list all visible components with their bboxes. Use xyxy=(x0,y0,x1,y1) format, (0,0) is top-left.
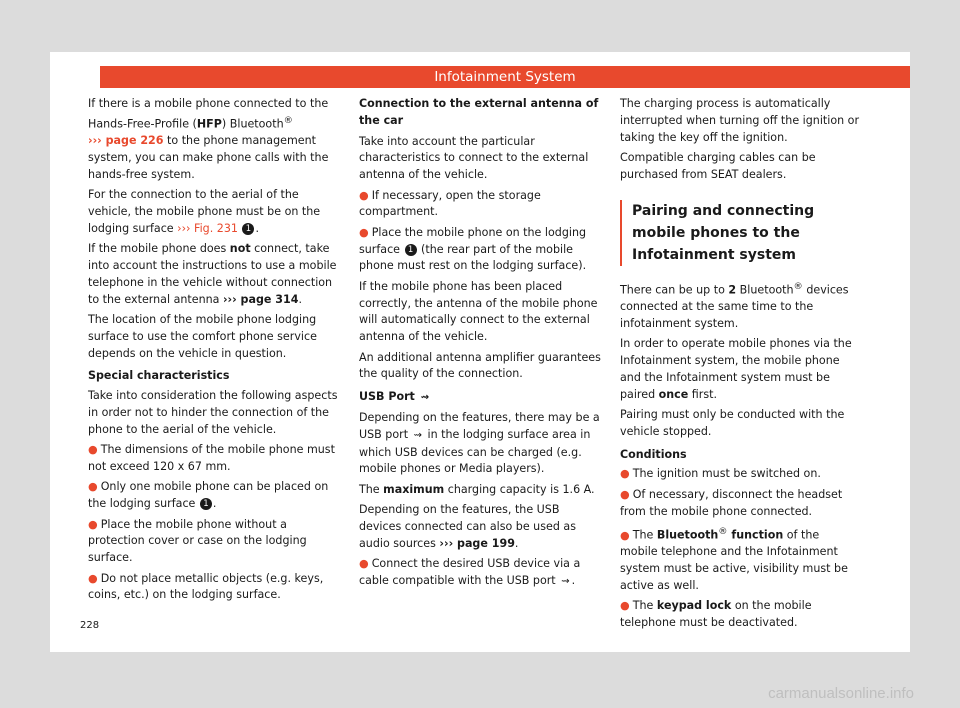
bullet-item: ● The keypad lock on the mobile telephone must be deactivated. xyxy=(620,599,812,630)
figure-link[interactable]: ››› Fig. 231 xyxy=(177,221,238,235)
bullet-icon: ● xyxy=(620,467,630,481)
column-middle xyxy=(359,96,603,594)
paragraph: Take into account the particular characteristics to connect to the external antenna of the vehicle. xyxy=(359,134,589,182)
paragraph: An additional antenna amplifier guarantees the quality of the connection. xyxy=(359,350,601,381)
bullet-icon: ● xyxy=(359,225,369,239)
bullet-item: ● The dimensions of the mobile phone must not exceed 120 x 67 mm. xyxy=(88,443,335,473)
subheading: Conditions xyxy=(620,447,687,461)
bullet-icon: ● xyxy=(359,557,369,571)
paragraph: The charging process is automatically interrupted when turning off the ignition or taking the key off the ignition. xyxy=(620,97,860,144)
callout-number: 1 xyxy=(242,223,254,235)
page-header xyxy=(100,66,910,88)
bullet-icon: ● xyxy=(88,517,98,531)
paragraph: The maximum charging capacity is 1.6 A. xyxy=(359,482,595,496)
usb-icon: ⇝ xyxy=(420,392,430,404)
usb-icon: ⇝ xyxy=(413,429,422,441)
bullet-icon: ● xyxy=(88,480,98,494)
manual-page xyxy=(50,52,910,652)
bullet-item: ● The ignition must be switched on. xyxy=(620,467,821,481)
paragraph: If there is a mobile phone connected to the Hands-Free-Profile (HFP) Bluetooth® ››› page 226 to the phone management system, you can make phone calls with the hands-free system. xyxy=(88,97,329,181)
page-link[interactable]: ››› page 199 xyxy=(439,536,515,550)
header-title: Infotainment System xyxy=(434,69,576,85)
paragraph: Depending on the features, the USB devices connected can also be used as audio sources ››› page 199. xyxy=(359,503,576,550)
bullet-item: ● The Bluetooth® function of the mobile telephone and the Infotainment system must be active, visibility must be active as well. xyxy=(620,526,848,593)
callout-number: 1 xyxy=(405,244,417,256)
column-left xyxy=(88,96,342,608)
paragraph: Take into consideration the following aspects in order not to hinder the connection of the phone to the aerial of the vehicle. xyxy=(88,389,338,436)
bullet-item: ● Connect the desired USB device via a cable compatible with the USB port ⇝ . xyxy=(359,557,581,587)
paragraph: Pairing must only be conducted with the vehicle stopped. xyxy=(620,408,845,438)
subheading: Special characteristics xyxy=(88,369,230,383)
subheading: USB Port ⇝ xyxy=(359,390,430,404)
bullet-item: ● Place the mobile phone on the lodging surface 1 (the rear part of the mobile phone must rest on the lodging surface). xyxy=(359,225,587,273)
paragraph: If the mobile phone has been placed correctly, the antenna of the mobile phone will automatically connect to the external antenna of the vehicle. xyxy=(359,279,598,344)
bullet-icon: ● xyxy=(620,599,630,613)
page-number: 228 xyxy=(80,620,100,631)
bullet-item: ● Place the mobile phone without a protection cover or case on the lodging surface. xyxy=(88,517,307,565)
bullet-item: ● If necessary, open the storage compartment. xyxy=(359,188,541,219)
paragraph: For the connection to the aerial of the vehicle, the mobile phone must be on the lodging surface ››› Fig. 231 1 . xyxy=(88,188,321,235)
bullet-icon: ● xyxy=(88,443,98,457)
column-right xyxy=(620,96,860,636)
paragraph: In order to operate mobile phones via the Infotainment system, the mobile phone and the Infotainment system must be paired once first. xyxy=(620,337,852,401)
bullet-item: ● Do not place metallic objects (e.g. keys, coins, etc.) on the lodging surface. xyxy=(88,571,324,602)
section-heading: Pairing and connecting mobile phones to the Infotainment system xyxy=(620,200,860,266)
section-subheading: Connection to the external antenna of the car xyxy=(359,97,599,127)
paragraph: The location of the mobile phone lodging surface to use the comfort phone service depends on the vehicle in question. xyxy=(88,313,317,360)
callout-number: 1 xyxy=(200,498,212,510)
paragraph: Compatible charging cables can be purchased from SEAT dealers. xyxy=(620,150,816,181)
bullet-icon: ● xyxy=(359,188,369,202)
usb-icon: ⇝ xyxy=(561,575,570,587)
bullet-icon: ● xyxy=(88,571,98,585)
bullet-icon: ● xyxy=(620,528,630,542)
page-link[interactable]: ››› page 226 xyxy=(88,134,164,148)
paragraph: Depending on the features, there may be a USB port ⇝ in the lodging surface area in which USB devices can be charged (e.g. mobile phones or Media players). xyxy=(359,410,600,476)
paragraph: If the mobile phone does not connect, take into account the instructions to use a mobile telephone in the vehicle without connection to the external antenna ››› page 314. xyxy=(88,242,337,306)
paragraph: There can be up to 2 Bluetooth® devices connected at the same time to the infotainment system. xyxy=(620,280,849,330)
bullet-item: ● Only one mobile phone can be placed on the lodging surface 1 . xyxy=(88,480,329,511)
page-link[interactable]: ››› page 314 xyxy=(222,292,299,306)
bullet-item: ● Of necessary, disconnect the headset from the mobile phone connected. xyxy=(620,487,843,518)
bullet-icon: ● xyxy=(620,487,630,501)
watermark: carmanualsonline.info xyxy=(768,685,914,702)
